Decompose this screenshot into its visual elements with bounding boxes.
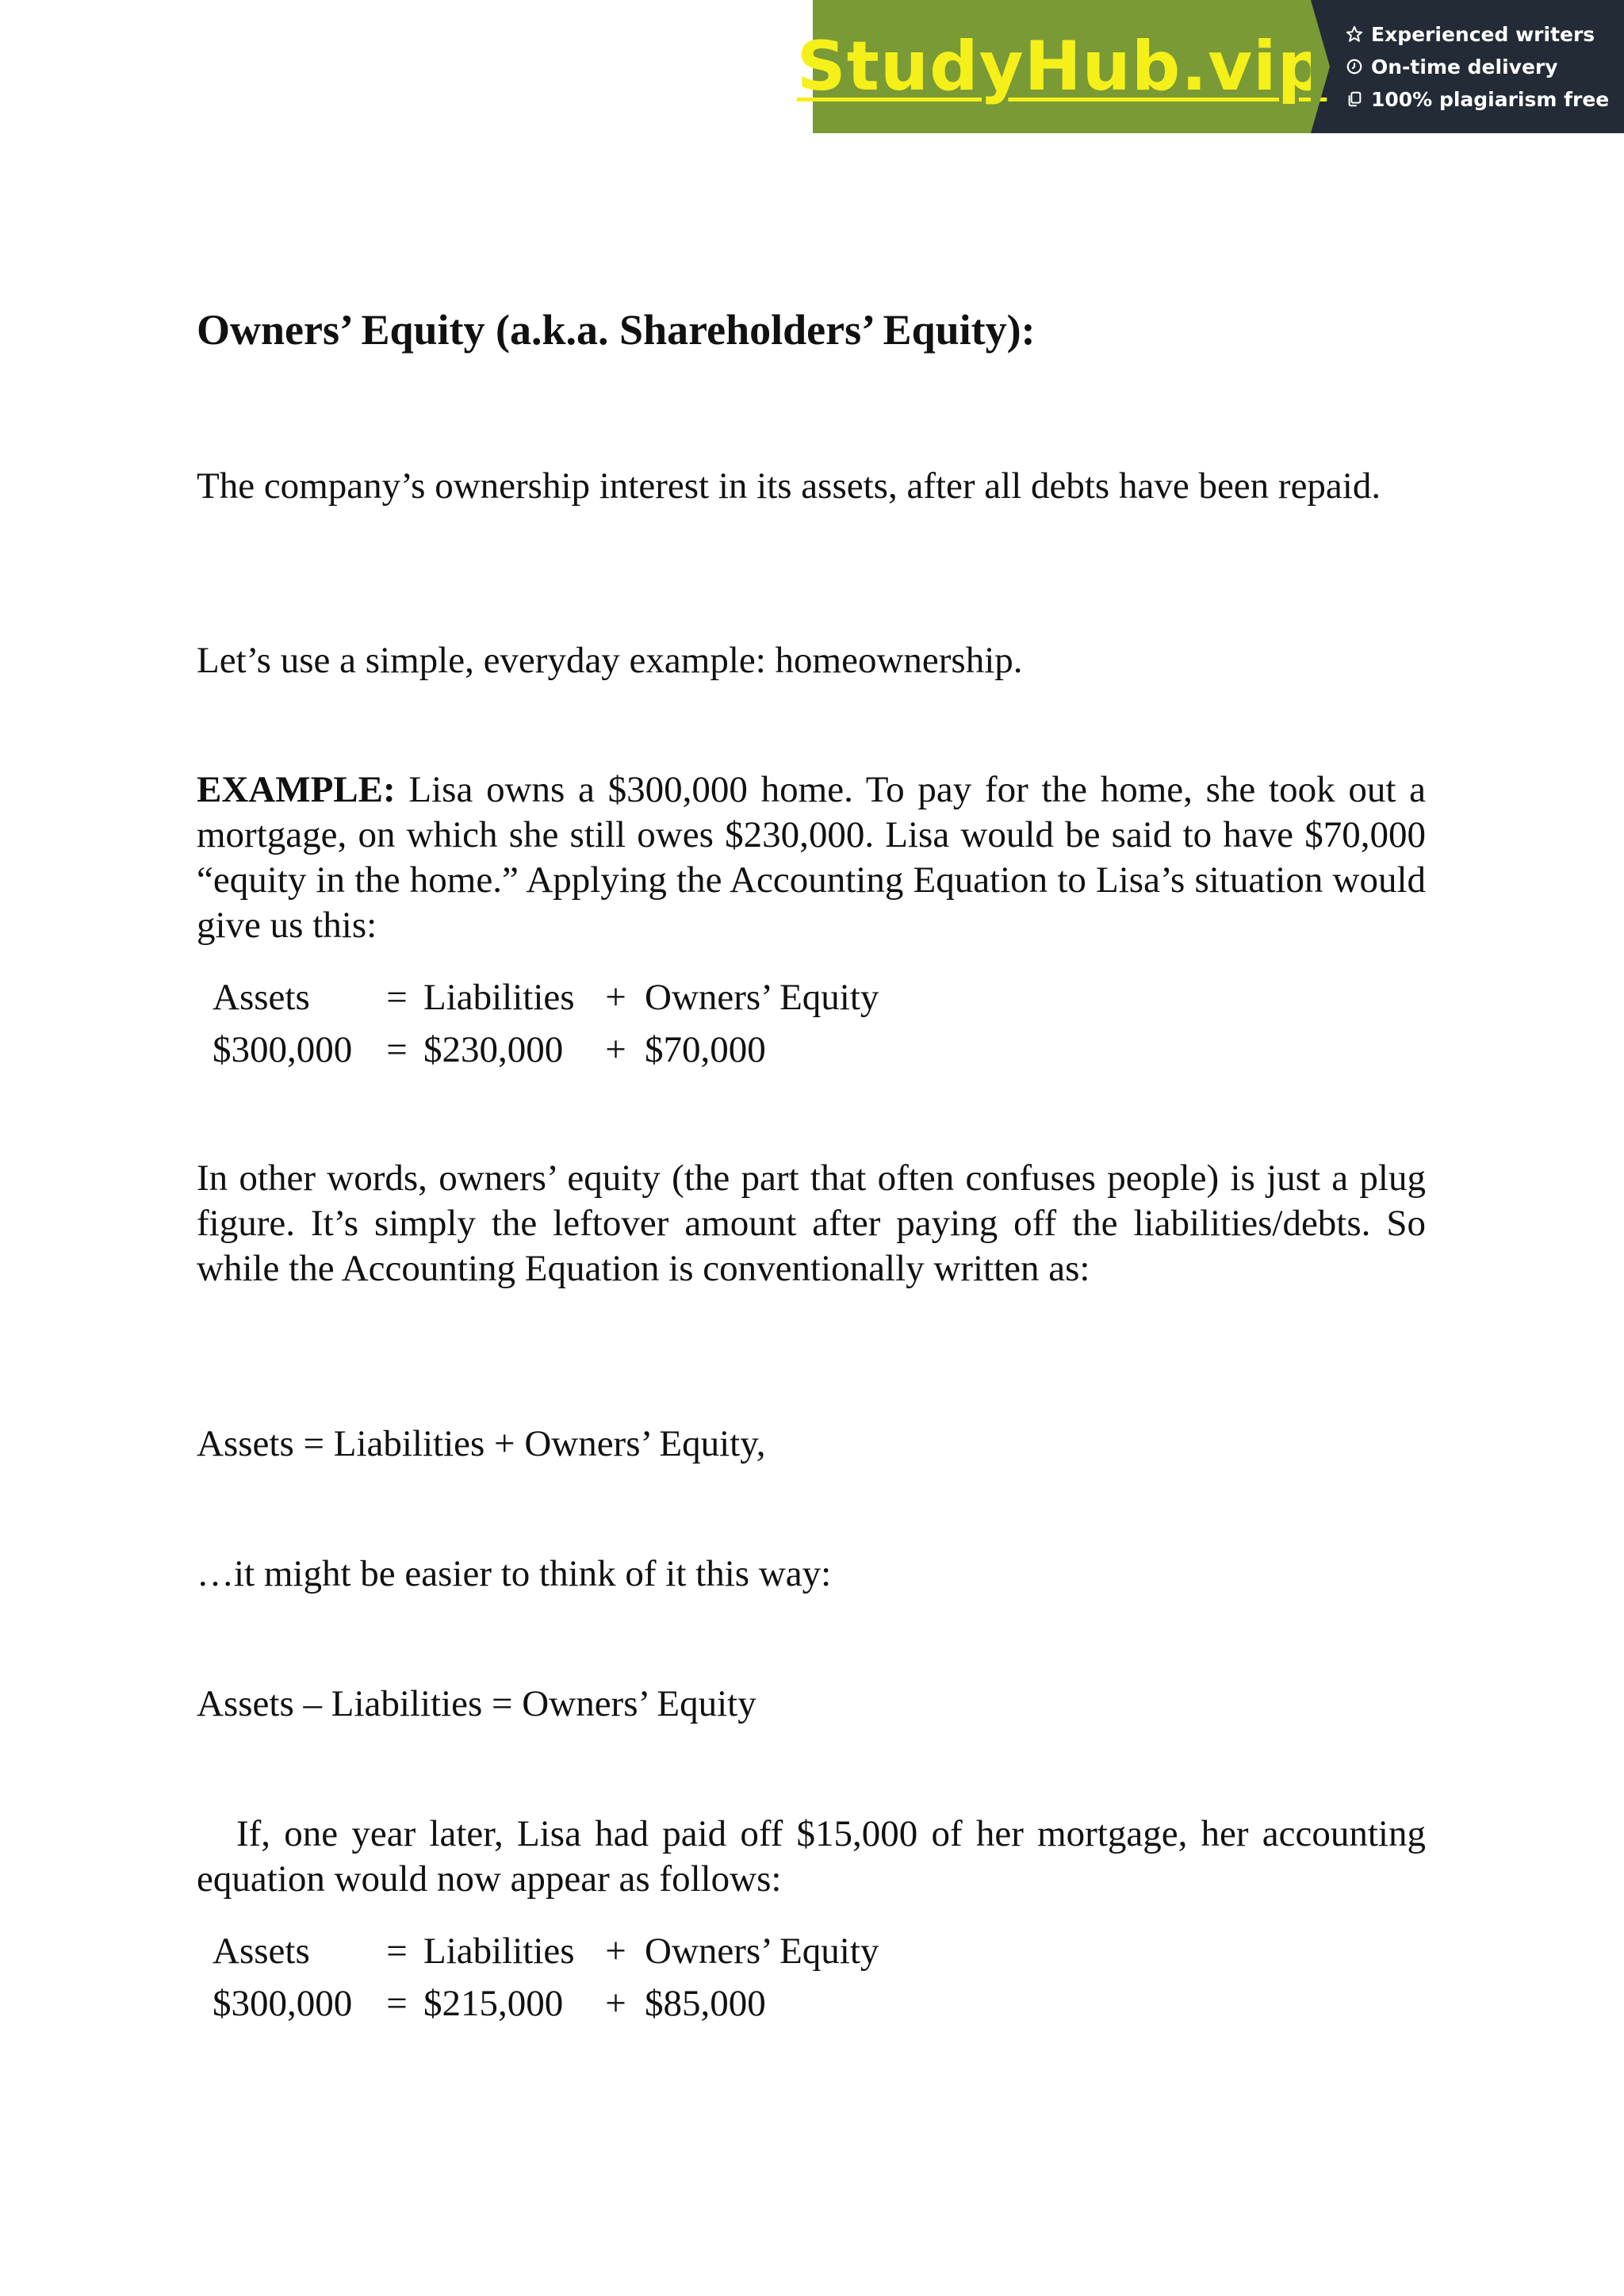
formula-conventional: Assets = Liabilities + Owners’ Equity,	[197, 1423, 766, 1464]
equation-cell: Owners’ Equity	[645, 977, 879, 1018]
equation-cell: $70,000	[645, 1029, 766, 1070]
transition-paragraph: …it might be easier to think of it this way:	[197, 1553, 832, 1594]
formula-alternative: Assets – Liabilities = Owners’ Equity	[197, 1683, 756, 1724]
equation-cell: Owners’ Equity	[645, 1931, 879, 1972]
equation-cell: $85,000	[645, 1983, 766, 2024]
equation-cell: Liabilities	[423, 1931, 575, 1972]
explanation-paragraph: In other words, owners’ equity (the part that often confuses people) is just a plug figure. It’s simply the leftover amount after paying off the liabilities/debts. So while the Accounting Equation is conventionally written as:	[197, 1158, 1426, 1289]
equation-cell: Assets	[213, 977, 310, 1018]
followup-paragraph: If, one year later, Lisa had paid off $15,000 of her mortgage, her accounting equation would now appear as follows:	[197, 1813, 1426, 1900]
equation-cell: +	[605, 1983, 626, 2024]
definition-paragraph: The company’s ownership interest in its assets, after all debts have been repaid.	[197, 465, 1381, 507]
star-icon	[1346, 25, 1363, 43]
equation-table-2	[213, 1925, 879, 2030]
equation-cell: $300,000	[213, 1983, 353, 2024]
feature-item	[1346, 55, 1624, 78]
equation-cell: =	[386, 1931, 408, 1972]
equation-cell: $215,000	[423, 1983, 564, 2024]
example-label: EXAMPLE:	[197, 769, 396, 810]
page-title: Owners’ Equity (a.k.a. Shareholders’ Equity):	[197, 306, 1036, 354]
equation-cell: Assets	[213, 1931, 310, 1972]
logo-block[interactable]	[796, 0, 1327, 133]
feature-item	[1346, 23, 1624, 46]
equation-cell: =	[386, 1983, 408, 2024]
equation-value-row	[213, 1024, 879, 1076]
example-paragraph	[197, 767, 1426, 948]
equation-cell: Liabilities	[423, 977, 575, 1018]
equation-cell: +	[605, 1931, 626, 1972]
copy-icon	[1346, 90, 1363, 108]
equation-cell: $230,000	[423, 1029, 564, 1070]
equation-value-row	[213, 1977, 879, 2030]
brand-banner[interactable]	[796, 0, 1624, 133]
feature-label: 100% plagiarism free	[1371, 87, 1610, 111]
equation-header-row	[213, 1925, 879, 1977]
equation-cell: +	[605, 1029, 626, 1070]
banner-arrow-divider	[1311, 0, 1330, 133]
example-text: Lisa owns a $300,000 home. To pay for the home, she took out a mortgage, on which she still owes $230,000. Lisa would be said to have $70,000 “equity in the home.” Applying the Accounting Equation to Lisa’s situation would give us this:	[197, 769, 1426, 946]
intro-paragraph: Let’s use a simple, everyday example: homeownership.	[197, 640, 1023, 681]
feature-item	[1346, 88, 1624, 111]
feature-label: Experienced writers	[1371, 22, 1595, 46]
equation-cell: =	[386, 1029, 408, 1070]
equation-table-1	[213, 971, 879, 1076]
feature-list	[1311, 0, 1624, 133]
clock-icon	[1346, 58, 1363, 75]
equation-cell: +	[605, 977, 626, 1018]
equation-cell: $300,000	[213, 1029, 353, 1070]
equation-cell: =	[386, 977, 408, 1018]
feature-label: On-time delivery	[1371, 55, 1558, 78]
equation-header-row	[213, 971, 879, 1024]
brand-logo: StudyHub.vip	[796, 27, 1327, 106]
